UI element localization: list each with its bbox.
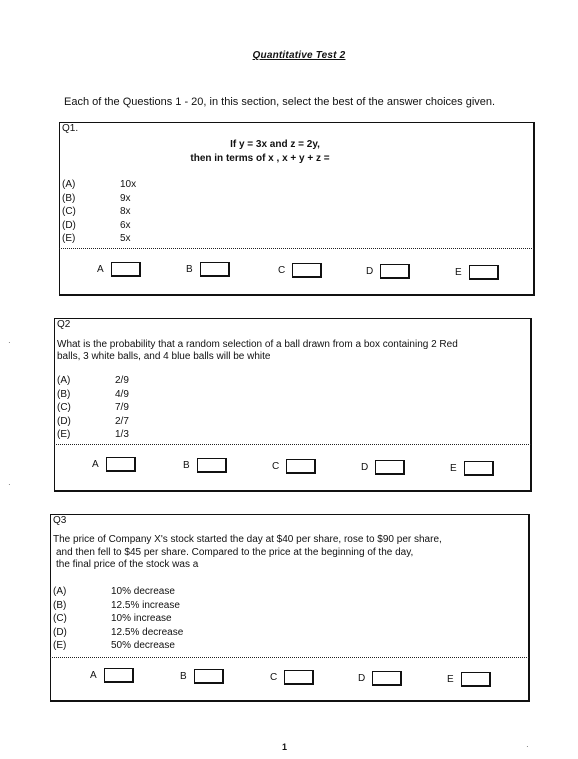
option-text: 4/9 xyxy=(115,388,129,400)
answer-checkbox[interactable] xyxy=(461,672,491,687)
answer-checkbox[interactable] xyxy=(375,460,405,475)
answer-a[interactable] xyxy=(90,668,134,683)
question-1-formula-line-1: If y = 3x and z = 2y, xyxy=(230,139,320,150)
scan-speck: · xyxy=(526,742,529,751)
answer-label: A xyxy=(97,264,104,275)
option-row xyxy=(53,585,183,599)
answer-d[interactable] xyxy=(366,264,410,279)
option-label: (B) xyxy=(53,599,67,611)
answer-b[interactable] xyxy=(183,458,227,473)
option-text: 6x xyxy=(120,219,131,231)
option-row xyxy=(62,205,136,219)
answer-e[interactable] xyxy=(455,265,499,280)
option-text: 2/9 xyxy=(115,375,129,386)
answer-a[interactable] xyxy=(97,262,141,277)
option-text: 10% decrease xyxy=(111,586,175,597)
instructions: Each of the Questions 1 - 20, in this section, select the best of the answer choices given. xyxy=(64,96,496,108)
option-row xyxy=(53,626,183,640)
option-label: (A) xyxy=(62,179,76,190)
answer-label: D xyxy=(366,266,374,277)
answer-checkbox[interactable] xyxy=(292,263,322,278)
answer-label: C xyxy=(270,672,278,683)
option-label: (C) xyxy=(53,613,67,624)
answer-checkbox[interactable] xyxy=(372,671,402,686)
option-label: (E) xyxy=(53,640,67,651)
option-row xyxy=(57,428,129,442)
answer-label: E xyxy=(450,463,457,474)
option-text: 12.5% decrease xyxy=(111,626,184,638)
option-text: 10x xyxy=(120,179,137,190)
answer-label: D xyxy=(358,673,366,684)
option-label: (D) xyxy=(53,626,67,638)
answer-c[interactable] xyxy=(278,263,322,278)
option-text: 1/3 xyxy=(115,429,129,440)
answer-checkbox[interactable] xyxy=(464,461,494,476)
answer-checkbox[interactable] xyxy=(106,457,136,472)
separator-dotted xyxy=(54,444,531,445)
answer-b[interactable] xyxy=(186,262,230,277)
question-3-options xyxy=(53,585,183,653)
option-row xyxy=(53,639,183,653)
option-label: (C) xyxy=(57,402,71,413)
option-label: (D) xyxy=(62,219,76,231)
answer-e[interactable] xyxy=(450,461,494,476)
scan-speck: · xyxy=(8,338,11,347)
question-2-options xyxy=(57,374,129,442)
page-number: 1 xyxy=(282,742,288,752)
option-row xyxy=(57,401,129,415)
answer-checkbox[interactable] xyxy=(111,262,141,277)
answer-label: B xyxy=(183,460,190,471)
answer-e[interactable] xyxy=(447,672,491,687)
answer-c[interactable] xyxy=(272,459,316,474)
question-1-options xyxy=(62,178,136,246)
answer-label: C xyxy=(272,461,280,472)
scan-speck: · xyxy=(8,480,11,489)
answer-label: E xyxy=(447,674,454,685)
option-text: 8x xyxy=(120,206,131,217)
question-3-stem-line-2: and then fell to $45 per share. Compared to the price at the beginning of the day, xyxy=(56,547,414,558)
option-text: 2/7 xyxy=(115,415,129,427)
option-text: 5x xyxy=(120,233,131,244)
answer-checkbox[interactable] xyxy=(286,459,316,474)
answer-label: A xyxy=(90,670,97,681)
question-1-formula-line-2: then in terms of x , x + y + z = xyxy=(190,153,330,164)
option-text: 12.5% increase xyxy=(111,599,180,611)
answer-checkbox[interactable] xyxy=(104,668,134,683)
answer-label: A xyxy=(92,459,99,470)
answer-a[interactable] xyxy=(92,457,136,472)
option-text: 10% increase xyxy=(111,613,172,624)
question-3-stem-line-1: The price of Company X's stock started the day at $40 per share, rose to $90 per share, xyxy=(53,534,442,545)
separator-dotted xyxy=(59,248,534,249)
option-label: (E) xyxy=(62,233,76,244)
option-text: 50% decrease xyxy=(111,640,175,651)
separator-dotted xyxy=(50,657,529,658)
answer-checkbox[interactable] xyxy=(200,262,230,277)
answer-checkbox[interactable] xyxy=(380,264,410,279)
answer-label: D xyxy=(361,462,369,473)
option-text: 7/9 xyxy=(115,402,129,413)
option-row xyxy=(57,388,129,402)
answer-label: B xyxy=(180,671,187,682)
option-row xyxy=(57,374,129,388)
question-1-number: Q1. xyxy=(62,123,79,134)
question-2-stem-line-2: balls, 3 white balls, and 4 blue balls will be white xyxy=(57,351,271,362)
answer-label: C xyxy=(278,265,286,276)
answer-b[interactable] xyxy=(180,669,224,684)
answer-label: E xyxy=(455,267,462,278)
option-row xyxy=(53,612,183,626)
answer-checkbox[interactable] xyxy=(197,458,227,473)
answer-checkbox[interactable] xyxy=(284,670,314,685)
question-3-stem-line-3: the final price of the stock was a xyxy=(56,559,199,570)
question-2-stem-line-1: What is the probability that a random selection of a ball drawn from a box containing 2 Red xyxy=(57,339,458,350)
answer-c[interactable] xyxy=(270,670,314,685)
option-label: (A) xyxy=(57,375,71,386)
option-label: (E) xyxy=(57,429,71,440)
option-row xyxy=(57,415,129,429)
page-title: Quantitative Test 2 xyxy=(252,50,346,61)
option-label: (B) xyxy=(57,388,71,400)
option-row xyxy=(53,599,183,613)
option-label: (A) xyxy=(53,586,67,597)
option-label: (B) xyxy=(62,192,76,204)
question-3-number: Q3 xyxy=(53,515,67,526)
option-row xyxy=(62,178,136,192)
question-2-number: Q2 xyxy=(57,319,71,330)
option-row xyxy=(62,192,136,206)
option-label: (C) xyxy=(62,206,76,217)
option-row xyxy=(62,219,136,233)
option-text: 9x xyxy=(120,192,131,204)
answer-d[interactable] xyxy=(358,671,402,686)
answer-d[interactable] xyxy=(361,460,405,475)
answer-checkbox[interactable] xyxy=(469,265,499,280)
answer-checkbox[interactable] xyxy=(194,669,224,684)
answer-label: B xyxy=(186,264,193,275)
option-label: (D) xyxy=(57,415,71,427)
option-row xyxy=(62,232,136,246)
